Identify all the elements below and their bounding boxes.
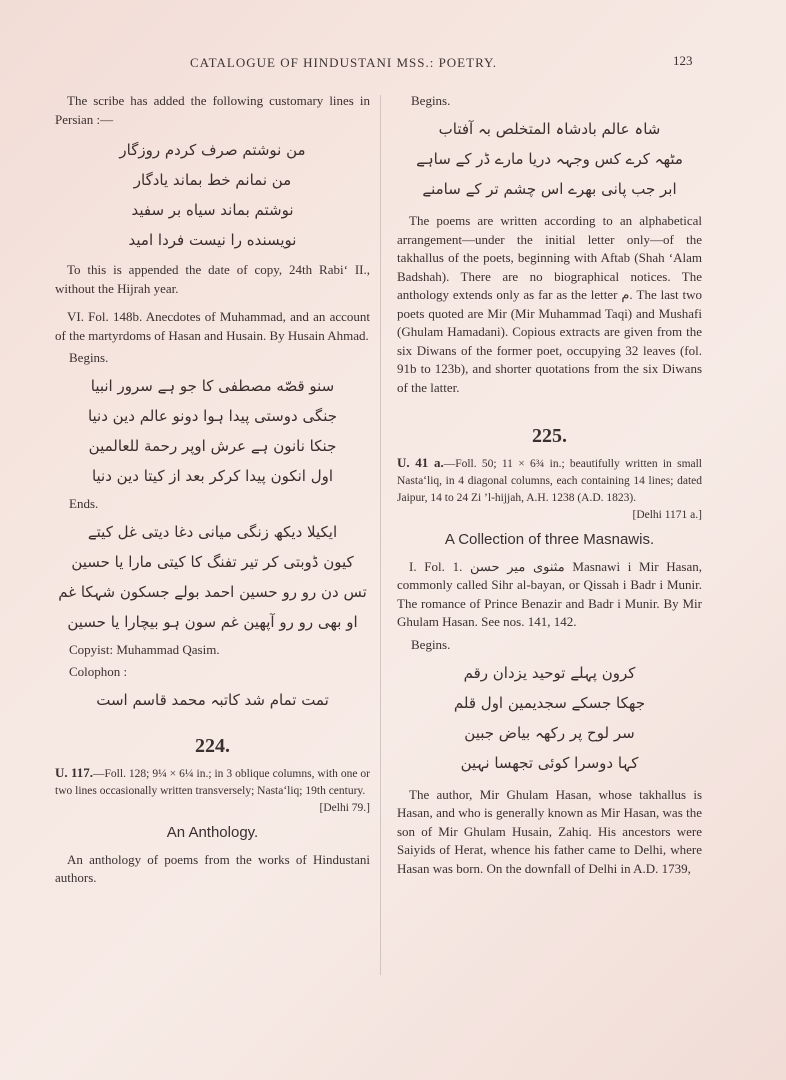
copyist: Copyist: Muhammad Qasim. xyxy=(69,642,220,657)
verse-line: کہا دوسرا کوئی تجھسا نہین xyxy=(460,753,639,772)
colophon-line: تمت تمام شد کاتبہ محمد قاسم است xyxy=(96,691,329,709)
appended-note: To this is appended the date of copy, 24th Rabi‘ II., without the Hijrah year. xyxy=(55,262,370,296)
verse-line: او بھی رو رو آپھین غم سون ہو بیچارا یا حسین xyxy=(67,613,358,631)
shelfmark: U. 117. xyxy=(55,764,94,780)
author-text: The author, Mir Ghulam Hasan, whose takhallus is Hasan, and who is generally known as Mir Hasan, was the son of Mir Ghulam Husain, Zahiq. His ancestors were Saiyids of Herat, whence his father came to Delhi, where Hasan was born. On the downfall of Delhi in A.D. 1739, xyxy=(397,786,702,876)
persian-line: من نمانم خط بماند یادگار xyxy=(133,171,292,189)
begins-label: Begins. xyxy=(411,636,451,652)
left-column xyxy=(55,92,370,888)
verse-line: تس دن رو رو حسین احمد بولے جسکون شہکا غم xyxy=(58,583,367,601)
persian-line: نویسنده را نیست فردا امید xyxy=(128,231,297,249)
scribe-intro: The scribe has added the following customary lines in Persian :— xyxy=(55,93,370,127)
verse-line: مٹھہ کرے کس وجہہ دریا مارے ڈر کے ساہے xyxy=(416,150,683,168)
verse-line: جھکا جسکے سجدیمین اول قلم xyxy=(453,693,646,712)
verse-line: ایکیلا دیکھ زنگی میانی دغا دیتی غل کیتے xyxy=(87,523,338,541)
entry-details-text: —Foll. 128; 9¼ × 6¼ in.; in 3 oblique columns, with one or two lines occasionally written transversely; Nasta‘liq; 19th century. xyxy=(55,767,370,797)
begins-label: Begins. xyxy=(69,350,109,365)
column-divider xyxy=(380,95,381,975)
entry-details-text: —Foll. 50; 11 × 6¾ in.; beautifully written in small Nasta‘liq, in 4 diagonal columns, each containing 14 lines; dated Jaipur, 14 to 24 Zi ’l-hijjah, A.H. 1238 (A.D. 1823). xyxy=(397,457,703,504)
persian-verses xyxy=(55,135,370,255)
verse-line: سر لوح پر رکھہ بیاض جبین xyxy=(464,723,635,742)
entry-number-224: 224. xyxy=(195,735,230,757)
entry-ref-224: [Delhi 79.] xyxy=(319,801,370,814)
entry-ref-225: [Delhi 1171 a.] xyxy=(632,508,702,521)
verse-line: اول انکون پیدا کرکر بعد از کیتا دین دنیا xyxy=(91,467,334,485)
persian-line: من نوشتم صرف کردم روزگار xyxy=(119,141,306,159)
begins-verses xyxy=(55,371,370,491)
verse-line: ابر جب پانی بھرے اس چشم تر کے سامنے xyxy=(422,180,677,198)
verse-line: کیون ڈوبتی کر تیر تفنگ کا کیتی مارا یا حسین xyxy=(71,553,354,571)
right-column xyxy=(397,92,702,878)
section-vi: VI. Fol. 148b. Anecdotes of Muhammad, and an account of the martyrdoms of Hasan and Husain. By Husain Ahmad. xyxy=(55,309,370,343)
verse-line: جنکا نانون ہے عرش اوپر رحمة للعالمین xyxy=(88,437,337,455)
colophon-label: Colophon : xyxy=(69,664,128,679)
verse-line: سنو قصّه مصطفی کا جو ہے سرور انبیا xyxy=(90,377,335,395)
verse-line: شاہ عالم بادشاہ المتخلص بہ آفتاب xyxy=(438,120,661,138)
page-number: 123 xyxy=(673,53,693,68)
ends-label: Ends. xyxy=(69,496,99,511)
begins-label: Begins. xyxy=(411,93,451,108)
verse-line: کرون پہلے توحید یزدان رقم xyxy=(463,663,636,682)
shelfmark: U. 41 a. xyxy=(397,454,444,470)
entry-title-224: An Anthology. xyxy=(166,823,259,841)
masnawi-begins-verses xyxy=(397,658,702,778)
verse-line: جنگی دوستی پیدا ہوا دونو عالم دین دنیا xyxy=(87,407,338,425)
running-header: CATALOGUE OF HINDUSTANI MSS.: POETRY. xyxy=(190,55,497,70)
persian-line: نوشتم بماند سیاه بر سفید xyxy=(131,201,294,219)
anthology-description: The poems are written according to an alphabetical arrangement—under the initial letter only—of the takhallus of the poets, beginning with Aftab (Shah ‘Alam Badshah). There are no biographical notices. The anthology extends only as far as the letter م. The last two poets quoted are Mir (Mir Muhammad Taqi) and Mushafi (Ghulam Hamadani). Copious extracts are given from the six Diwans of the former poet, occupying 32 leaves (fol. 91b to 123b), and shorter quotations from the six Diwans of the latter. xyxy=(397,213,702,395)
entry-details-224 xyxy=(55,764,370,800)
entry-number-225: 225. xyxy=(532,425,567,447)
section-i: I. Fol. 1. مثنوی میر حسن Masnawi i Mir Hasan, commonly called Sihr al-bayan, or Qissah i Badr i Munir. The romance of Prince Benazir and Badr i Munir. By Mir Ghulam Hasan. See nos. 141, 142. xyxy=(397,558,702,629)
anthology-begins-verses xyxy=(397,114,702,204)
entry-details-225 xyxy=(397,454,702,507)
anthology-text: An anthology of poems from the works of Hindustani authors. xyxy=(55,851,370,885)
entry-title-225: A Collection of three Masnawis. xyxy=(444,530,655,548)
ends-verses xyxy=(55,517,370,637)
